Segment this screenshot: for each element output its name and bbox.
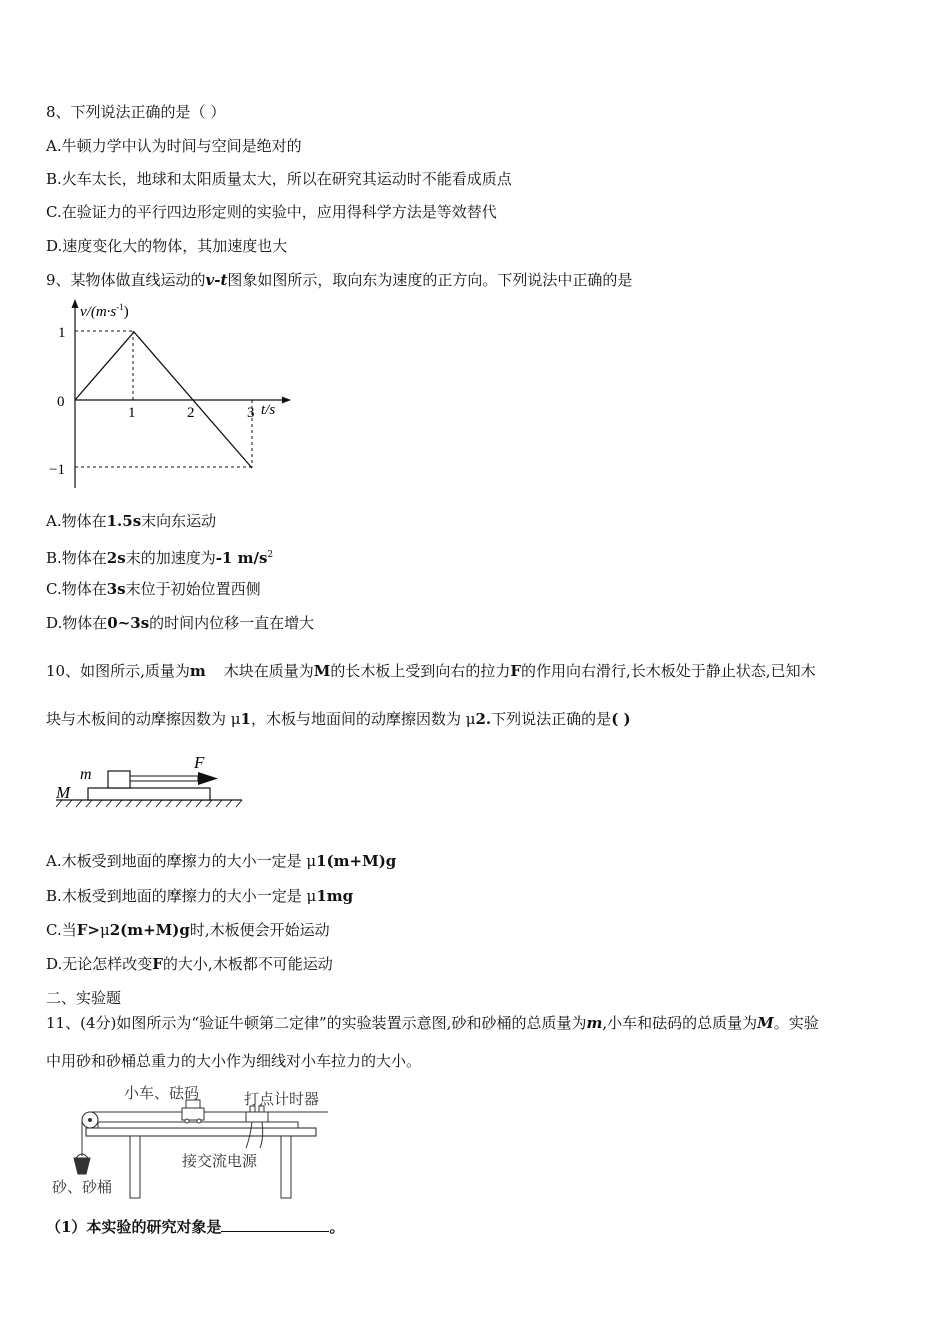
- sand-bucket: [74, 1158, 90, 1174]
- answer-blank[interactable]: [221, 1216, 329, 1232]
- q9-stem: 9、某物体做直线运动的v-t图象如图所示，取向东为速度的正方向。下列说法中正确的是: [46, 271, 633, 289]
- q9-option-d: D.物体在0~3s的时间内位移一直在增大: [46, 614, 315, 632]
- timer: [246, 1112, 268, 1122]
- table-leg-right: [281, 1136, 291, 1198]
- table-leg-left: [130, 1136, 140, 1198]
- cart: [182, 1108, 204, 1120]
- q11-apparatus-figure: [46, 1078, 346, 1206]
- q10-option-c: C.当F>μ2(m+M)g时,木板便会开始运动: [46, 921, 330, 939]
- q11-stem-line2: 中用砂和砂桶总重力的大小作为细线对小车拉力的大小。: [46, 1052, 422, 1070]
- label-bucket: 砂、砂桶: [52, 1180, 113, 1196]
- q8-option-b: B.火车太长，地球和太阳质量太大，所以在研究其运动时不能看成质点: [46, 170, 512, 188]
- q8-stem: 8、下列说法正确的是（ ）: [46, 103, 226, 121]
- block: [108, 771, 130, 788]
- q11-stem-line1: 11、(4分)如图所示为“验证牛顿第二定律”的实验装置示意图,砂和砂桶的总质量为m,小车和砝码的总质量为M。实验: [46, 1014, 819, 1032]
- label-cart: 小车、砝码: [124, 1086, 200, 1102]
- x-axis-arrow: [282, 397, 291, 404]
- x-tick-2: 2: [187, 405, 195, 421]
- label-timer: 打点计时器: [244, 1092, 320, 1108]
- label-F: F: [194, 753, 205, 772]
- y-tick-1: 1: [58, 325, 66, 341]
- label-M: M: [56, 783, 71, 802]
- x-tick-1: 1: [128, 405, 136, 421]
- q10-block-board-figure: [50, 752, 250, 814]
- q11-sub1: （1）本实验的研究对象是 。: [46, 1218, 345, 1236]
- q8-option-a: A.牛顿力学中认为时间与空间是绝对的: [46, 137, 302, 155]
- q10-stem-line2: 块与木板间的动摩擦因数为 μ1，木板与地面间的动摩擦因数为 μ2.下列说法正确的是( ): [46, 710, 631, 728]
- q8-option-c: C.在验证力的平行四边形定则的实验中，应用得科学方法是等效替代: [46, 203, 497, 221]
- q10-option-b: B.木板受到地面的摩擦力的大小一定是 μ1mg: [46, 887, 354, 905]
- q9-option-a: A.物体在1.5s末向东运动: [46, 512, 217, 530]
- q10-stem-line1: 10、如图所示,质量为m 木块在质量为M的长木板上受到向右的拉力F的作用向右滑行,长木板处于静止状态,已知木: [46, 662, 816, 680]
- y-axis-label: $v/(m\cdot s^{-1})$: [80, 302, 129, 320]
- q9-vt-graph: [46, 296, 296, 496]
- q10-option-a: A.木板受到地面的摩擦力的大小一定是 μ1(m+M)g: [46, 852, 397, 870]
- q8-option-d: D.速度变化大的物体，其加速度也大: [46, 237, 288, 255]
- y-axis-arrow: [72, 299, 79, 308]
- section-title-experiment: 二、实验题: [46, 989, 122, 1007]
- x-tick-3: 3: [247, 405, 255, 421]
- label-power: 接交流电源: [182, 1154, 258, 1170]
- q10-option-d: D.无论怎样改变F的大小,木板都不可能运动: [46, 955, 333, 973]
- y-tick-neg1: −1: [49, 462, 65, 478]
- long-board: [88, 788, 210, 800]
- force-arrow-head: [198, 772, 218, 785]
- y-tick-0: 0: [57, 394, 65, 410]
- label-m: m: [80, 766, 92, 783]
- ground-hatching: [56, 800, 242, 807]
- q9-option-c: C.物体在3s末位于初始位置西侧: [46, 580, 261, 598]
- table-top: [86, 1128, 316, 1136]
- force-rope: [130, 776, 198, 781]
- x-axis-label: t/s: [261, 402, 276, 418]
- q9-option-b: B.物体在2s末的加速度为-1 $m/s^2$: [46, 549, 274, 567]
